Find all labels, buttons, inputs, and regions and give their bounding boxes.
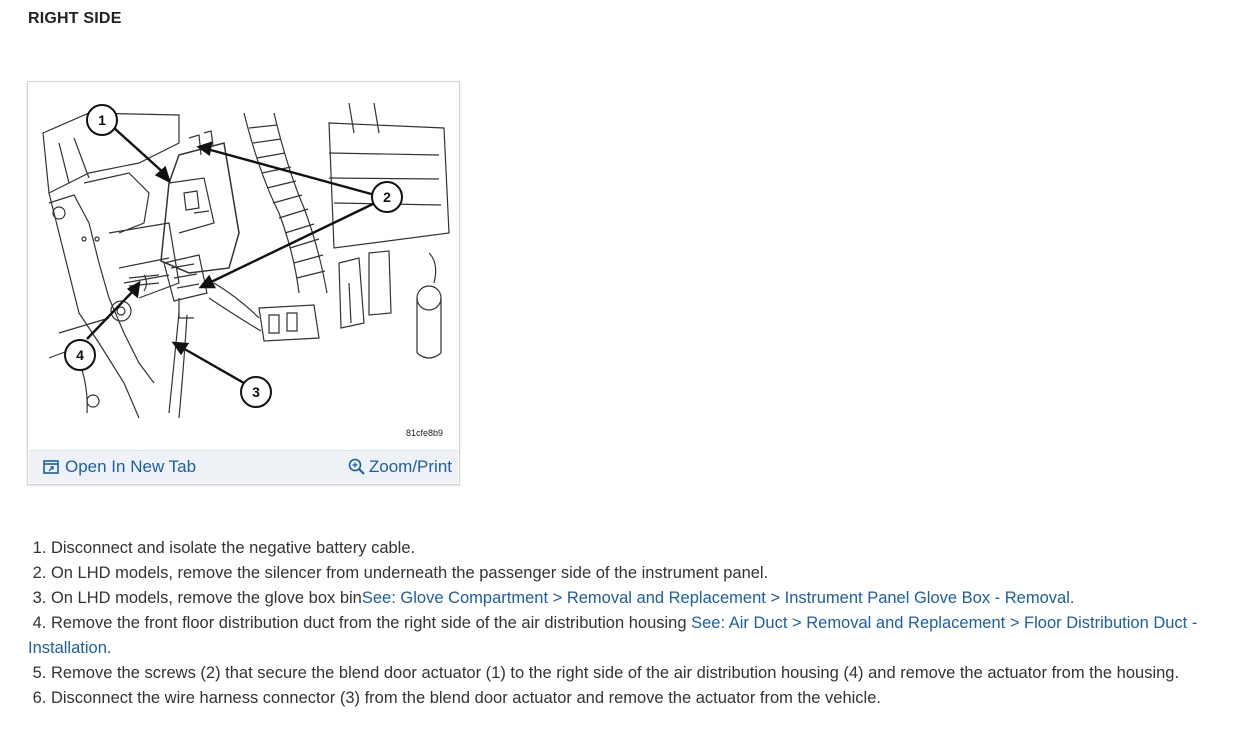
step-text: Remove the screws (2) that secure the blend door actuator (1) to the right side of the air distribution housing (4) and remove the actuator from the housing. [50, 664, 1180, 682]
step-2 [28, 561, 1243, 586]
open-in-new-tab-link[interactable] [43, 457, 196, 477]
glove-compartment-link[interactable]: See: Glove Compartment > Removal and Replacement > Instrument Panel Glove Box - Removal [361, 589, 1070, 607]
zoom-print-link[interactable] [348, 457, 452, 477]
zoom-print-label: Zoom/Print [368, 457, 452, 476]
callout-1: 1 [98, 112, 106, 128]
step-text: Disconnect the wire harness connector (3) from the blend door actuator and remove the actuator from the vehicle. [50, 689, 881, 707]
step-number: 5. [32, 664, 47, 682]
step-3-tail: . [1069, 589, 1075, 607]
actuator-diagram-illustration[interactable] [29, 83, 460, 455]
callout-group [65, 105, 402, 407]
open-in-new-tab-label: Open In New Tab [65, 457, 197, 476]
step-text: On LHD models, remove the glove box bin [50, 589, 362, 607]
step-3 [28, 586, 1243, 611]
step-number: 4. [32, 614, 47, 632]
step-text: Remove the front floor distribution duct from the right side of the air distribution housing [50, 614, 692, 632]
step-4-tail: . [106, 639, 112, 657]
open-in-new-tab-icon [43, 460, 59, 474]
callout-3: 3 [252, 384, 260, 400]
step-number: 1. [32, 539, 47, 557]
figure-action-bar [29, 450, 458, 483]
step-number: 6. [32, 689, 47, 707]
zoom-magnifier-icon [348, 458, 366, 476]
step-5 [28, 661, 1243, 686]
procedure-steps [28, 536, 1243, 711]
air-duct-link[interactable]: See: Air Duct > Removal and Replacement > Floor Distribution Duct - Installation [28, 614, 1198, 657]
image-code-label: 81cfe8b9 [405, 428, 443, 438]
step-4 [28, 611, 1243, 661]
step-6 [28, 686, 1243, 711]
callout-2: 2 [383, 189, 391, 205]
callout-4: 4 [76, 347, 84, 363]
step-number: 3. [32, 589, 47, 607]
step-text: Disconnect and isolate the negative battery cable. [50, 539, 416, 557]
step-number: 2. [32, 564, 47, 582]
step-text: On LHD models, remove the silencer from underneath the passenger side of the instrument panel. [50, 564, 769, 582]
figure-container [27, 81, 460, 485]
step-1 [28, 536, 1243, 561]
section-heading: RIGHT SIDE [28, 10, 122, 27]
